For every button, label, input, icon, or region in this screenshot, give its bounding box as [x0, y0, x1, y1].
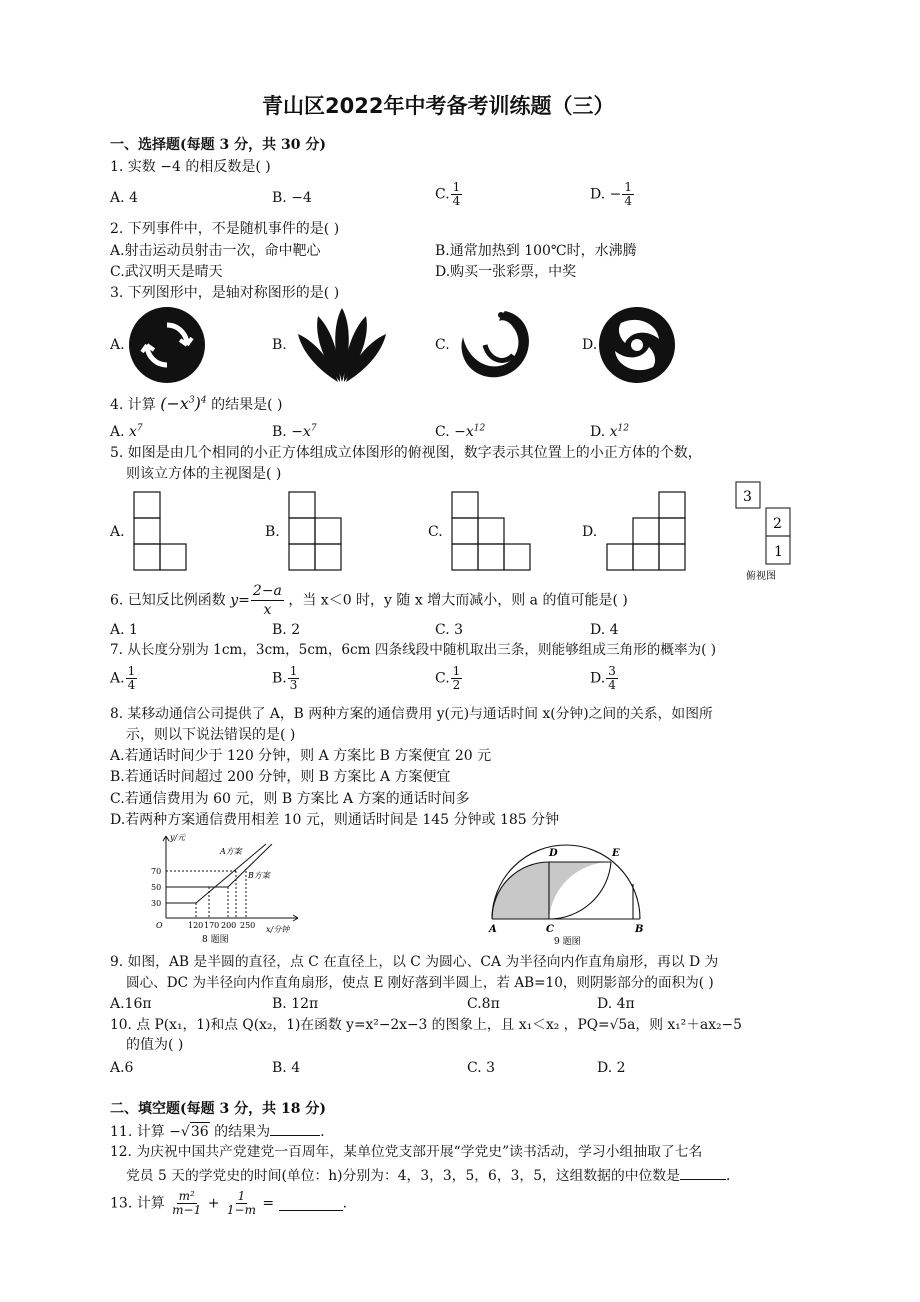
q5-stem-line1: 5. 如图是由几个相同的小正方体组成立体图形的俯视图，数字表示其位置上的小正方体的个数， [110, 445, 702, 461]
q10-option-d: D. 2 [597, 1060, 626, 1076]
page-title: 青山区2022年中考备考训练题（三） [262, 94, 615, 118]
fig8-ytick-30: 30 [151, 899, 162, 908]
q5-figure-a [130, 490, 190, 574]
q3-option-a-label: A. [110, 337, 125, 353]
q6-option-a: A. 1 [110, 622, 138, 638]
q13-stem: 13. 计算 $\frac{\text{m²}}{m-1}$ + $\frac{1}{1-m}$ = . [110, 1189, 348, 1217]
q4-option-c: C. $-x^{12}$ [435, 423, 486, 440]
q3-option-c-label: C. [435, 337, 450, 353]
fig8-xlabel: x/分钟 [266, 925, 290, 934]
q12-answer-blank[interactable] [680, 1165, 726, 1180]
fig9-caption: 9 题图 [554, 937, 581, 947]
q10-stem-line2: 的值为( ) [126, 1037, 184, 1053]
q1-option-c [435, 181, 462, 208]
q1-option-c-prefix: C. [435, 186, 450, 203]
q6-stem-post: ，当 x＜0 时，y 随 x 增大而减小，则 a 的值可能是( ) [288, 592, 628, 609]
q12-stem-line1: 12. 为庆祝中国共产党建党一百周年，某单位党支部开展“学党史”读书活动，学习小组抽取了七名 [110, 1144, 703, 1160]
q4-option-a: A. $x^7$ [110, 423, 143, 440]
q12-stem-line2: 党员 5 天的学党史的时间(单位：h)分别为：4，3，3，5，6，3，5，这组数据的中位数是 . [126, 1165, 730, 1185]
fig8-graph [148, 830, 308, 948]
fig9-label-a: A [489, 924, 497, 935]
q3-stem: 3. 下列图形中，是轴对称图形的是( ) [110, 285, 340, 301]
q6-stem-pre: 6. 已知反比例函数 [110, 592, 226, 609]
q5-option-b-label: B. [265, 524, 280, 540]
q4-stem-pre: 4. 计算 [110, 397, 156, 413]
q7-option-d: D. $\frac{3}{4}$ [590, 664, 616, 692]
q5-option-c-label: C. [428, 524, 443, 540]
q5-option-a-label: A. [110, 524, 125, 540]
q5-top-view-num-2: 2 [773, 516, 782, 532]
q1-option-b: B. −4 [272, 190, 312, 206]
q9-stem-line1: 9. 如图，AB 是半圆的直径，点 C 在直径上，以 C 为圆心、CA 为半径向内作直角扇形，再以 D 为 [110, 954, 719, 970]
q9-option-d: D. 4π [597, 996, 635, 1012]
fig8-label-a: A方案 [220, 847, 242, 856]
q7-option-b: B. $\frac{1}{3}$ [272, 664, 298, 692]
fig9-label-c: C [546, 924, 554, 935]
fig8-xtick-200: 200 [221, 921, 237, 930]
q4-stem-post: 的结果是( ) [211, 397, 283, 413]
q7-option-a: A. $\frac{1}{4}$ [110, 664, 136, 692]
q6-option-c: C. 3 [435, 622, 464, 638]
q9-option-a: A.16π [110, 996, 152, 1012]
q5-top-view-num-1: 3 [743, 489, 752, 505]
q11-stem-post: 的结果为 [214, 1124, 271, 1140]
q5-top-view-caption: 俯视图 [746, 571, 776, 582]
fig9-label-d: D [549, 848, 558, 859]
q8-option-b: B.若通话时间超过 200 分钟，则 B 方案比 A 方案便宜 [110, 769, 451, 785]
q1-option-d [590, 181, 634, 208]
q10-option-a: A.6 [110, 1060, 134, 1076]
section-fill-heading: 二、填空题(每题 3 分，共 18 分) [110, 1101, 326, 1117]
q8-option-a: A.若通话时间少于 120 分钟，则 A 方案比 B 方案便宜 20 元 [110, 748, 492, 764]
q7-option-c: C. $\frac{1}{2}$ [435, 664, 461, 692]
fig8-xtick-120: 120 [188, 921, 204, 930]
q8-option-c: C.若通信费用为 60 元，则 B 方案比 A 方案的通话时间多 [110, 791, 470, 807]
q11-stem: 11. 计算 −√36 的结果为 . [110, 1121, 325, 1141]
q5-top-view [732, 480, 796, 584]
q1-option-d-fraction: $\frac{1}{4}$ [624, 180, 632, 208]
q5-top-view-num-3: 1 [774, 544, 783, 560]
q5-stem-line2: 则该立方体的主视图是( ) [126, 466, 282, 482]
q13-answer-blank[interactable] [279, 1196, 343, 1211]
q2-option-a: A.射击运动员射击一次，命中靶心 [110, 243, 321, 259]
q3-option-b-label: B. [272, 337, 287, 353]
fig8-caption: 8 题图 [202, 935, 229, 945]
q8-stem-line2: 示，则以下说法错误的是( ) [126, 727, 296, 743]
q8-option-d: D.若两种方案通信费用相差 10 元，则通话时间是 145 分钟或 185 分钟 [110, 812, 560, 828]
q3-figure-a [127, 305, 207, 385]
q2-option-b: B.通常加热到 100℃时，水沸腾 [435, 243, 637, 259]
q10-option-b: B. 4 [272, 1060, 301, 1076]
q9-option-b: B. 12π [272, 996, 319, 1012]
q7-stem: 7. 从长度分别为 1cm，3cm，5cm，6cm 四条线段中随机取出三条，则能够组成三角形的概率为( ) [110, 642, 717, 658]
q11-answer-blank[interactable] [270, 1121, 320, 1136]
fig9-diagram [486, 838, 656, 950]
q4-expression: $(-x^3)^4$ [160, 394, 207, 413]
fig8-xtick-250: 250 [240, 921, 256, 930]
q2-option-d: D.购买一张彩票，中奖 [435, 264, 577, 280]
q13-fraction-1: $\frac{\text{m²}}{m-1}$ [172, 1189, 202, 1217]
q5-figure-d [603, 490, 689, 574]
q3-figure-d [597, 305, 677, 385]
q8-stem-line1: 8. 某移动通信公司提供了 A，B 两种方案的通信费用 y(元)与通话时间 x(分钟)之间的关系，如图所 [110, 706, 713, 722]
fig8-ylabel: y/元 [170, 833, 186, 842]
section-choice-heading: 一、选择题(每题 3 分，共 30 分) [110, 137, 326, 153]
q2-stem: 2. 下列事件中，不是随机事件的是( ) [110, 221, 340, 237]
fig8-ytick-70: 70 [151, 867, 162, 876]
q9-stem-line2: 圆心、DC 为半径向内作直角扇形，使点 E 刚好落到半圆上，若 AB=10，则阴影部分的面积为( ) [126, 975, 714, 991]
fig8-line-b [166, 844, 272, 887]
q5-figure-c [448, 490, 534, 574]
q13-fraction-2: $\frac{1}{1-m}$ [226, 1189, 256, 1217]
q1-stem: 1. 实数 −4 的相反数是( ) [110, 159, 271, 175]
q2-option-c: C.武汉明天是晴天 [110, 264, 223, 280]
q9-option-c: C.8π [467, 996, 500, 1012]
q5-option-d-label: D. [582, 524, 598, 540]
q1-option-c-fraction: $\frac{1}{4}$ [452, 180, 461, 208]
q10-stem-line1: 10. 点 P(x₁，1)和点 Q(x₂，1)在函数 y=x²−2x−3 的图象上，且 x₁＜x₂ ，PQ=√5a，则 x₁²＋ax₂−5 [110, 1017, 742, 1033]
fig8-xtick-170: 170 [204, 921, 220, 930]
q3-figure-b [294, 306, 390, 384]
q4-stem [110, 395, 282, 414]
q5-figure-b [285, 490, 345, 574]
q4-option-b: B. $-x^7$ [272, 423, 317, 440]
q11-radicand: 36 [190, 1124, 209, 1140]
fig8-origin: O [156, 921, 163, 930]
q10-option-c: C. 3 [467, 1060, 496, 1076]
q6-stem: 6. 已知反比例函数 y= $\frac{2-a}{x}$ ，当 x＜0 时，y 随 x 增大而减小，则 a 的值可能是( ) [110, 583, 628, 618]
fig9-label-b: B [635, 924, 644, 935]
q11-stem-pre: 11. 计算 [110, 1124, 165, 1140]
q13-stem-pre: 13. 计算 [110, 1195, 165, 1212]
q6-option-d: D. 4 [590, 622, 619, 638]
q4-option-d: D. $x^{12}$ [590, 423, 629, 440]
fig8-ytick-50: 50 [151, 883, 162, 892]
fig9-label-e: E [612, 848, 620, 859]
q6-option-b: B. 2 [272, 622, 301, 638]
q3-figure-c [455, 305, 535, 385]
fig8-label-b: B方案 [248, 871, 270, 880]
q3-option-d-label: D. [582, 337, 598, 353]
q6-fraction: $\frac{2-a}{x}$ [252, 583, 282, 618]
q1-option-d-prefix: D. − [590, 186, 622, 203]
q1-option-a: A. 4 [110, 190, 138, 206]
